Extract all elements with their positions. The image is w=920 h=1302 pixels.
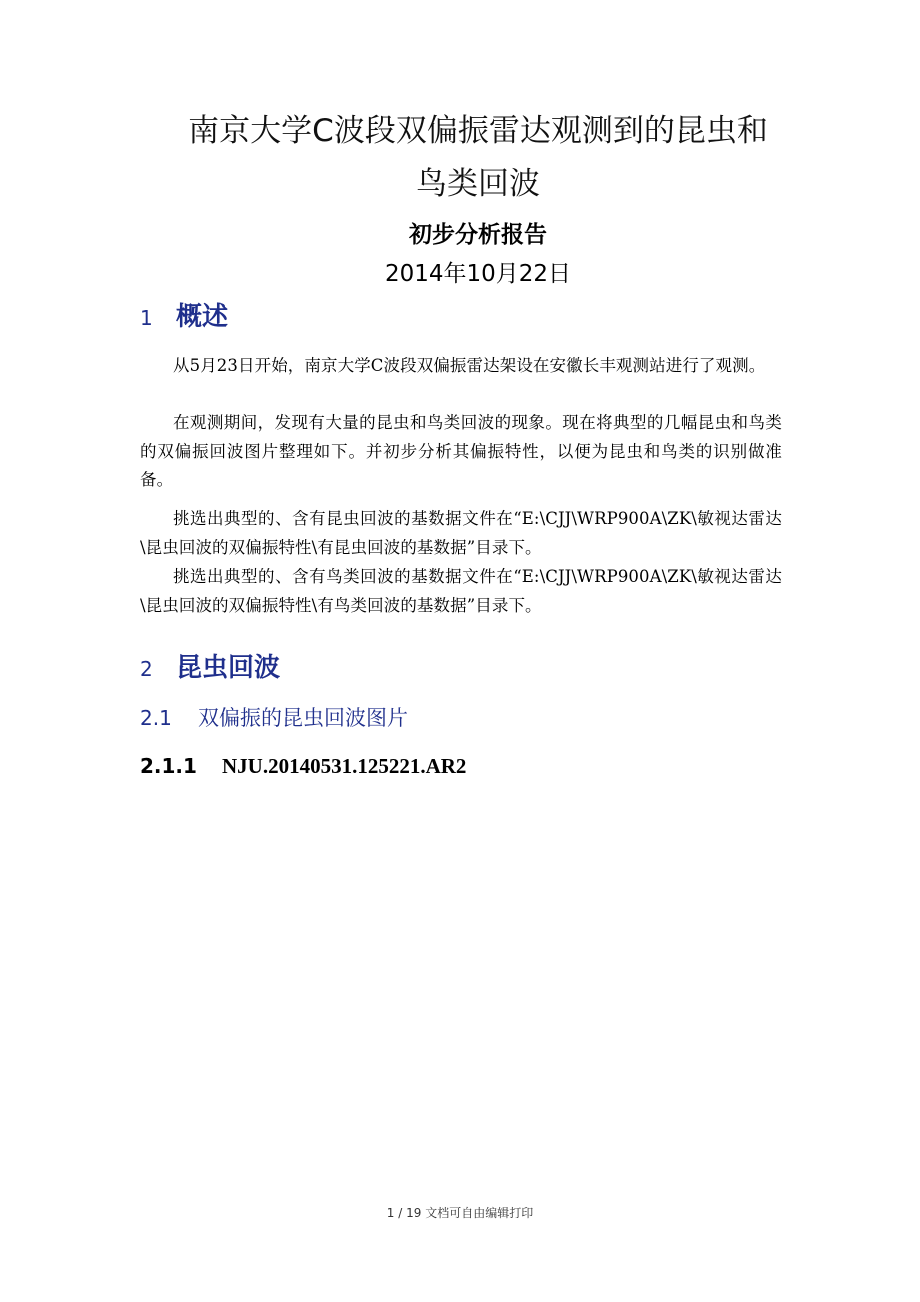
page-footer: 1 / 19 文档可自由编辑打印 bbox=[386, 1206, 534, 1220]
paragraph: 挑选出典型的、含有昆虫回波的基数据文件在“E:\CJJ\WRP900A\ZK\敏视达雷达\昆虫回波的双偏振特性\有昆虫回波的基数据”目录下。 bbox=[140, 509, 782, 557]
subsection-2-1-heading bbox=[140, 708, 408, 729]
section-title: 概述 bbox=[176, 302, 229, 332]
section-2-heading bbox=[140, 655, 280, 681]
subsubsection-2-1-1-heading bbox=[140, 756, 466, 777]
subsection-number: 2.1 bbox=[140, 706, 172, 730]
section-number: 2 bbox=[140, 657, 153, 681]
document-date: 2014年10月22日 bbox=[384, 261, 572, 287]
section-number: 1 bbox=[140, 306, 153, 330]
section-title: 昆虫回波 bbox=[176, 653, 281, 683]
paragraph: 从5月23日开始，南京大学C波段双偏振雷达架设在安徽长丰观测站进行了观测。 bbox=[173, 356, 766, 375]
document-subtitle: 初步分析报告 bbox=[409, 222, 547, 248]
section-1-heading bbox=[140, 304, 228, 330]
document-title-line-2: 鸟类回波 bbox=[416, 166, 540, 202]
document-title-line-1: 南京大学C波段双偏振雷达观测到的昆虫和 bbox=[188, 113, 768, 149]
subsubsection-title: NJU.20140531.125221.AR2 bbox=[222, 754, 467, 778]
subsection-title: 双偏振的昆虫回波图片 bbox=[198, 706, 408, 730]
paragraph: 在观测期间，发现有大量的昆虫和鸟类回波的现象。现在将典型的几幅昆虫和鸟类的双偏振回波图片整理如下。并初步分析其偏振特性，以便为昆虫和鸟类的识别做准备。 bbox=[140, 413, 782, 489]
subsubsection-number: 2.1.1 bbox=[140, 754, 197, 778]
paragraph: 挑选出典型的、含有鸟类回波的基数据文件在“E:\CJJ\WRP900A\ZK\敏视达雷达\昆虫回波的双偏振特性\有鸟类回波的基数据”目录下。 bbox=[140, 567, 782, 615]
